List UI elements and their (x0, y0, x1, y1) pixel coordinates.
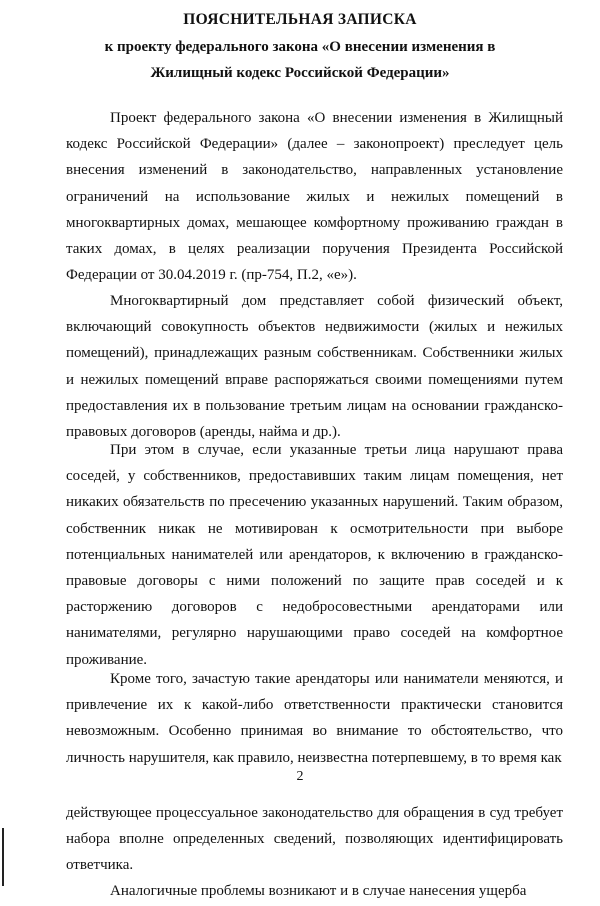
paragraph-text: действующее процессуальное законодательство для обращения в суд требует набора вполне определенных сведений, позволяющих идентифицировать ответчика. (66, 805, 563, 874)
paragraph-3 (66, 437, 563, 673)
paragraph-5 (66, 878, 563, 904)
paragraph-text: Кроме того, зачастую такие арендаторы или наниматели меняются, и привлечение их к какой-либо ответственности практически становится невозможным. Особенно принимая во внимание то обстоятельство, что личность нарушителя, как правило, неизвестна потерпевшему, в то время как (66, 671, 563, 766)
document-subtitle-line-1: к проекту федерального закона «О внесении изменения в (104, 39, 496, 55)
paragraph-text: При этом в случае, если указанные третьи лица нарушают права соседей, у собственников, предоставивших таким лицам помещения, нет никаких обязательств по пресечению указанных нарушений. Таким образом, собственник никак не мотивирован к осмотрительности при выборе потенциальных нанимателей или арендаторов, к включению в гражданско-правовые договоры с ними положений по защите прав соседей и к расторжению договоров с недобросовестными арендаторами или нанимателями, регулярно нарушающими право соседей на комфортное проживание. (66, 442, 563, 668)
paragraph-1 (66, 105, 563, 288)
paragraph-4 (66, 666, 563, 771)
page-number: 2 (296, 769, 304, 784)
document-subtitle-line-2: Жилищный кодекс Российской Федерации» (150, 65, 450, 81)
paragraph-text: Проект федерального закона «О внесении изменения в Жилищный кодекс Российской Федерации» (далее – законопроект) преследует цель внесения изменений в законодательство, направленных установление ограничений на использование жилых и нежилых помещений в многоквартирных домах, мешающее комфортному проживанию граждан в таких домах, в целях реализации поручения Президента Российской Федерации от 30.04.2019 г. (пр-754, П.2, «е»). (66, 110, 563, 284)
paragraph-2 (66, 288, 563, 445)
paragraph-text: Аналогичные проблемы возникают и в случае нанесения ущерба (110, 883, 527, 899)
paragraph-continuation (66, 800, 563, 879)
page-break (0, 792, 600, 793)
document-title: ПОЯСНИТЕЛЬНАЯ ЗАПИСКА (183, 11, 417, 28)
paragraph-text: Многоквартирный дом представляет собой физический объект, включающий совокупность объектов недвижимости (жилых и нежилых помещений), принадлежащих разным собственникам. Собственники жилых и нежилых помещений вправе распоряжаться своими помещениями путем предоставления их в пользование третьим лицам на основании гражданско-правовых договоров (аренды, найма и др.). (66, 293, 563, 441)
scan-edge-mark (2, 828, 4, 886)
